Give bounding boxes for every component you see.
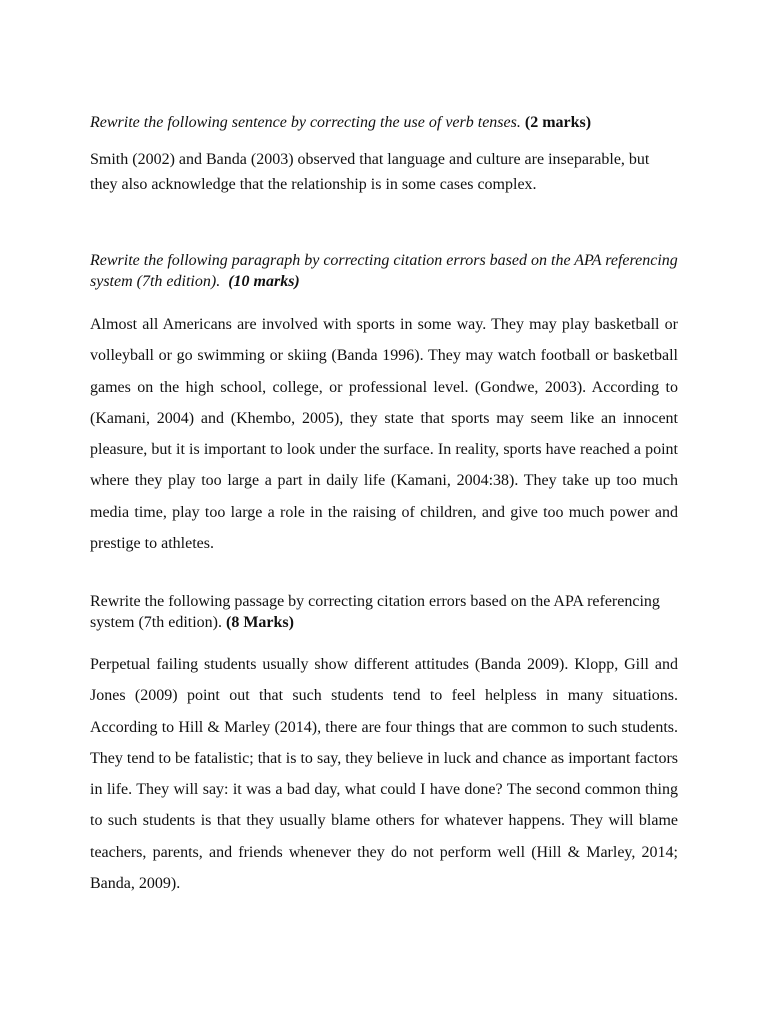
- question-2-paragraph: Almost all Americans are involved with sports in some way. They may play basketball or volleyball or go swimming or skiing (Banda 1996). They may watch football or basketball games on the high school, college, or professional level. (Gondwe, 2003). According to (Kamani, 2004) and (Khembo, 2005), they state that sports may seem like an innocent pleasure, but it is important to look under the surface. In reality, sports have reached a point where they play too large a part in daily life (Kamani, 2004:38). They take up too much media time, play too large a role in the raising of children, and give too much power and prestige to athletes.: [90, 316, 678, 553]
- question-1-marks: (2 marks): [524, 114, 592, 131]
- question-3-instruction-text: Rewrite the following passage by correcting citation errors based on the APA referencing system (7th edition).: [90, 593, 660, 631]
- question-1-sentence: Smith (2002) and Banda (2003) observed that language and culture are inseparable, but they also acknowledge that the relationship is in some cases complex.: [90, 151, 650, 193]
- question-3-instruction: [90, 591, 678, 633]
- question-3-marks: (8 Marks): [225, 614, 294, 631]
- question-3-passage: Perpetual failing students usually show different attitudes (Banda 2009). Klopp, Gill and Jones (2009) point out that such students tend to feel helpless in many situations. According to Hill & Marley (2014), there are four things that are common to such students. They tend to be fatalistic; that is to say, they believe in luck and chance as important factors in life. They will say: it was a bad day, what could I have done? The second common thing to such students is that they usually blame others for whatever happens. They will blame teachers, parents, and friends whenever they do not perform well (Hill & Marley, 2014; Banda, 2009).: [90, 656, 678, 893]
- question-2-instruction: [90, 250, 678, 292]
- question-1-instruction: [90, 112, 678, 133]
- question-1-instruction-text: Rewrite the following sentence by correcting the use of verb tenses.: [90, 114, 521, 131]
- question-2-instruction-text: Rewrite the following paragraph by correcting citation errors based on the APA referencing system (7th edition).: [90, 252, 678, 290]
- question-2-marks: (10 marks): [228, 273, 300, 290]
